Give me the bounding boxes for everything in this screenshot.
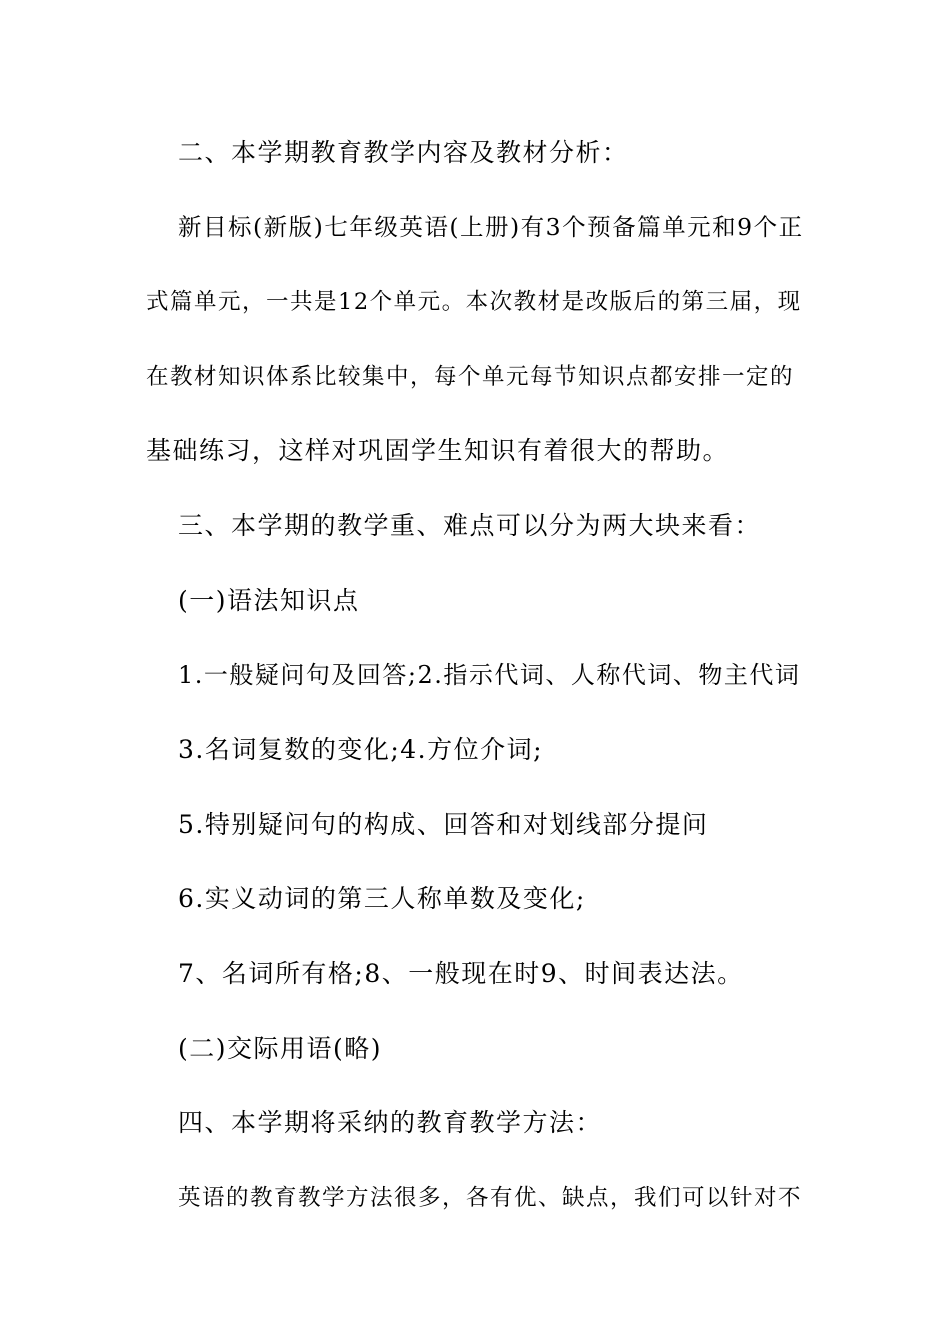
paragraph-line: 在教材知识体系比较集中，每个单元每节知识点都安排一定的 (146, 364, 795, 390)
section-heading-3: 三、本学期的教学重、难点可以分为两大块来看： (178, 511, 762, 540)
list-item: 6.实义动词的第三人称单数及变化; (178, 884, 586, 913)
paragraph-line: 基础练习，这样对巩固学生知识有着很大的帮助。 (146, 436, 730, 465)
section-heading-4: 四、本学期将采纳的教育教学方法： (178, 1108, 603, 1137)
list-item: 5.特别疑问句的构成、回答和对划线部分提问 (178, 810, 709, 839)
subsection-heading-grammar: (一)语法知识点 (178, 586, 360, 615)
list-item: 7、名词所有格;8、一般现在时9、时间表达法。 (178, 959, 744, 988)
paragraph-line: 新目标(新版)七年级英语(上册)有3个预备篇单元和9个正 (178, 213, 804, 241)
paragraph-line: 英语的教育教学方法很多，各有优、缺点，我们可以针对不 (178, 1185, 803, 1211)
list-item: 1.一般疑问句及回答;2.指示代词、人称代词、物主代词 (178, 661, 801, 689)
list-item: 3.名词复数的变化;4.方位介词; (178, 735, 544, 764)
subsection-heading-communication: (二)交际用语(略) (178, 1034, 383, 1063)
section-heading-2: 二、本学期教育教学内容及教材分析： (178, 138, 629, 167)
paragraph-line: 式篇单元，一共是12个单元。本次教材是改版后的第三届，现 (146, 289, 802, 315)
